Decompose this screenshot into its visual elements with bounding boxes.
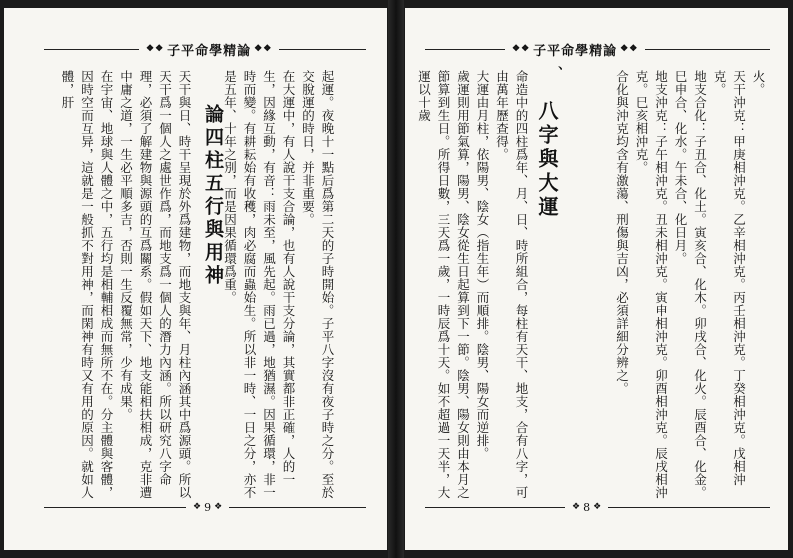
ornament-icon: ❖ [214, 502, 223, 512]
body-text-lower: 天干與日、時干呈現於外爲建物，而地支與年、月柱內涵其中爲源頭。所以天干爲一個人之處世作爲，而地支爲一個人的潛力內涵。所以研究八字命理，必須了解建物與源頭的互爲關系。假如天下、地支能相扶相成，克非遭中庸之道，一生必平順多吉，否則一生反覆無常，少有成果。 在宇宙、地球與人體之中，五行均是相輔相成而無所不在。分主體與客體，因時空而互异，這就是一般抓不對用神，而閑神有時又有用的原因。就如人體，肝 [60, 70, 192, 499]
header-title: 子平命學精論 [533, 43, 618, 59]
right-page [405, 8, 788, 550]
ornament-icon: ❖ [193, 502, 202, 512]
section-title: 八字與大運 [535, 100, 559, 220]
ornament-icon: ❖❖ [146, 44, 165, 54]
section-mark: 、 [547, 66, 562, 83]
ornament-icon: ❖❖ [620, 44, 639, 54]
section-title: 論四柱五行與用神 [202, 104, 224, 288]
running-header [139, 40, 279, 58]
page-footer [565, 500, 608, 514]
page-footer [186, 500, 229, 514]
page-number: 8 [583, 500, 591, 514]
ornament-icon: ❖ [593, 502, 602, 512]
ornament-icon: ❖ [572, 502, 581, 512]
page-number: 9 [204, 500, 212, 514]
left-page [4, 8, 387, 550]
header-title: 子平命學精論 [167, 43, 252, 59]
running-header [505, 40, 645, 58]
ornament-icon: ❖❖ [512, 44, 531, 54]
body-text-lower: 命造中的四柱爲年、月、日、時所組合，每柱有天干、地支，合有八字，可由萬年歷查得。 大運由月柱，依陽男、陰女（指生年）而順排。陰男、陽女而逆排。 歲運則用節氣算，陽男、陰女從生日起算到下一節。陰男、陽女則由本月之節算到生日。所得日數，三天爲一歲，一時辰爲十天。如不超過一天半，大運以十歲 [416, 70, 529, 499]
ornament-icon: ❖❖ [254, 44, 273, 54]
body-text-upper: 火。 天干沖克：甲庚相沖克。乙辛相沖克。丙壬相沖克。丁癸相沖克。戊相沖克。 地支合化：子丑合、化土。寅亥合、化木。卯戌合、化火。辰酉合、化金。巳申合、化水。午未合、化日月。 地支沖克：子午相沖克。丑未相沖克。寅申相沖克。卯酉相沖克。辰戌相沖克。巳亥相沖克。 合化與沖克均含有激蕩、刑傷與吉凶，必須詳細分辨之。 [614, 70, 766, 499]
book-spine [388, 0, 404, 558]
body-text-upper: 起運。夜晚十一點后爲第二天的子時開始。子平八字沒有夜子時之分。至於交脫運的時日，并非重要。 在大運中，有人說干支合論，也有人說干支分論，其實都非正確，人的一生，因緣互動，有音：雨未至，風先起。雨已過，地猶濕。因果循環，非一時而變。有耕耘始有收穫，肉必腐而蟲始生。所以非一時、一日之分，亦不是五年、十年之別，而是因果循環爲重。 [222, 70, 335, 499]
